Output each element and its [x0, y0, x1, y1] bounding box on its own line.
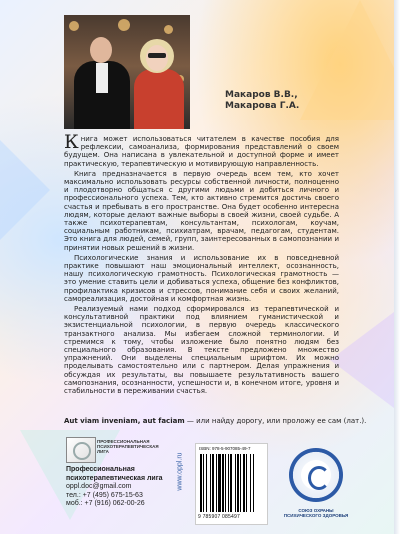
- barcode: [200, 454, 262, 512]
- barcode-bar: [210, 454, 211, 512]
- paragraph: Психологические знания и использование их в повседневной практике повышают наш эмоциональный интеллект, осознанность, нашу психологическую грамотность. Психологическая грамотность — это умение ставить цели и добиваться успеха, общение без конфликтов, профилактика кризисов и стрессов, понимание себя и своих желаний, самореализация, достойная и комфортная жизнь.: [64, 253, 339, 303]
- barcode-bar: [246, 454, 247, 512]
- authors-photo: [64, 15, 190, 129]
- author-name: Макаров В.В.,: [225, 90, 298, 100]
- barcode-bar: [222, 454, 224, 512]
- barcode-bar: [218, 454, 221, 512]
- motto-translation: — или найду дорогу, или проложу ее сам (лат.).: [184, 417, 367, 425]
- motto-latin: Aut viam inveniam, aut faciam: [64, 417, 185, 425]
- motto: [64, 417, 367, 425]
- publisher-phone: тел.: +7 (495) 675-15-63: [66, 491, 143, 499]
- barcode-bar: [230, 454, 232, 512]
- barcode-bar: [200, 454, 202, 512]
- barcode-bar: [235, 454, 236, 512]
- publisher-logo-text: ПРОФЕССИОНАЛЬНАЯ ПСИХОТЕРАПЕВТИЧЕСКАЯ ЛИГА: [97, 439, 159, 454]
- barcode-bar: [237, 454, 239, 512]
- dropcap: К: [64, 131, 79, 153]
- barcode-number: 9 785907 085497: [198, 514, 240, 520]
- paragraph: Реализуемый нами подход сформировался из терапевтической и консультативной практики под влиянием гуманистической и экзистенциальной психологии, в первую очередь классического транзактного анализа. Мы избегаем сложной терминологии. И стремимся к тому, чтобы изложение было понятно людям без специального образования. В тексте предложено множество упражнений. Они выделены специальным шрифтом. Их можно проделывать самостоятельно или с партнером. Делая упражнения и обсуждая их результаты, вы повышаете результативность вашего самопознания, осознанности, успешности и, в конечном итоге, уровня и стабильности в переживании счастья.: [64, 305, 339, 396]
- barcode-bar: [243, 454, 245, 512]
- publisher-logo-icon: [66, 437, 96, 463]
- paragraph: Книга может использоваться читателем в качестве пособия для рефлексии, самоанализа, формирования представлений о своем будущем. Она написана в увлекательной и доступной форме и имеет практическую, терапевтическую и мотивирующую направленность.: [64, 131, 339, 168]
- authors-block: [225, 90, 299, 112]
- paragraph: Книга предназначается в первую очередь всем тем, кто хочет максимально использовать ресурсы собственной личности, полноценно и плодотворно общаться с другими людьми и добиться личного и профессионального успеха. Тем, кто активно стремится достичь своего счастья и пребывать в его пространстве. Она будет особенно интересна людям, которые делают важные выборы в своей жизни, своей судьбе. А также психотерапевтам, консультантам, психологам, коучам, социальным работникам, психиатрам, врачам, педагогам, студентам. Это книга для людей, семей, групп, заинтересованных в самопознании и принятии новых решений в жизни.: [64, 169, 339, 252]
- barcode-bar: [212, 454, 214, 512]
- isbn-label: ISBN: 978-5-907085-49-7: [199, 446, 251, 451]
- publisher-email[interactable]: oppl.doc@gmail.com: [66, 483, 132, 490]
- union-caption: СОЮЗ ОХРАНЫ ПСИХИЧЕСКОГО ЗДОРОВЬЯ: [283, 508, 349, 518]
- union-logo-icon: [289, 448, 343, 502]
- cover-spine-edge: [394, 0, 400, 534]
- barcode-bar: [250, 454, 251, 512]
- annotation-text: [64, 131, 339, 397]
- decor-facet: [300, 0, 400, 120]
- barcode-bar: [253, 454, 254, 512]
- isbn-barcode-block: [195, 443, 268, 525]
- publisher-name: Профессиональная: [66, 466, 135, 473]
- publisher-mobile: моб.: +7 (916) 062-00-26: [66, 500, 145, 507]
- author-name: Макарова Г.А.: [225, 101, 300, 111]
- publisher-contacts: [66, 466, 163, 509]
- barcode-bar: [240, 454, 241, 512]
- decor-facet: [0, 120, 50, 260]
- barcode-bar: [203, 454, 204, 512]
- decor-facet: [330, 300, 400, 420]
- publisher-name: психотерапевтическая лига: [66, 474, 163, 482]
- barcode-bar: [228, 454, 229, 512]
- barcode-bar: [206, 454, 207, 512]
- barcode-bar: [216, 454, 217, 512]
- barcode-bar: [225, 454, 226, 512]
- publisher-website[interactable]: www.oppl.ru: [176, 452, 184, 491]
